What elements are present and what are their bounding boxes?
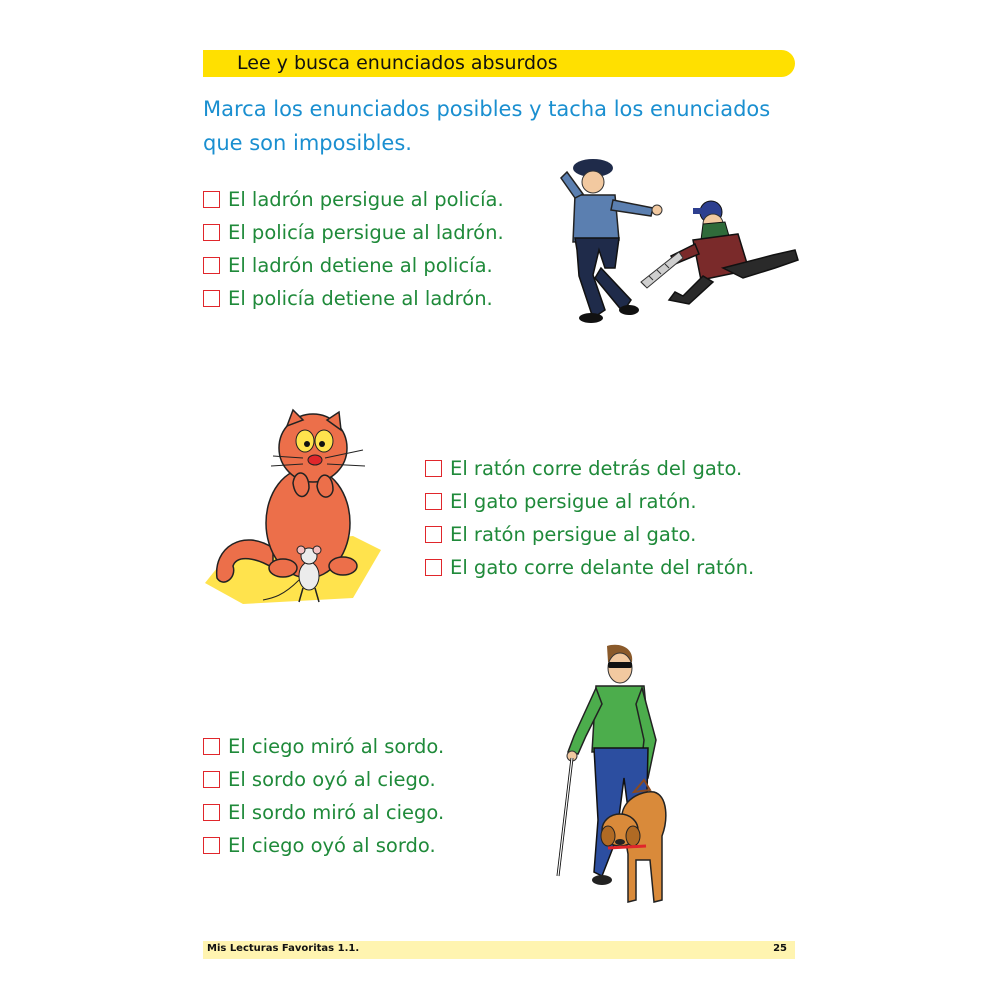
section-header-bar [203, 50, 795, 77]
statement-text: El ratón persigue al gato. [450, 523, 697, 546]
checkbox[interactable] [203, 837, 220, 854]
statement-text: El gato corre delante del ratón. [450, 556, 755, 579]
police-thief-illustration [553, 150, 803, 330]
section-title: Lee y busca enunciados absurdos [237, 52, 558, 74]
checkbox[interactable] [203, 191, 220, 208]
statement-text: El policía detiene al ladrón. [228, 287, 493, 310]
statement-item [425, 518, 754, 551]
statement-item [203, 249, 504, 282]
statement-text: El sordo miró al ciego. [228, 801, 445, 824]
statement-item [203, 730, 444, 763]
statement-item [203, 216, 504, 249]
statement-text: El ladrón detiene al policía. [228, 254, 493, 277]
statement-item [425, 485, 754, 518]
statement-item [425, 551, 754, 584]
statement-list-blind [203, 730, 444, 862]
statement-text: El ciego oyó al sordo. [228, 834, 436, 857]
checkbox[interactable] [425, 559, 442, 576]
checkbox[interactable] [203, 738, 220, 755]
blind-man-dog-illustration [550, 640, 670, 910]
statement-text: El sordo oyó al ciego. [228, 768, 436, 791]
statement-item [203, 183, 504, 216]
footer-bar [203, 941, 795, 959]
checkbox[interactable] [203, 804, 220, 821]
checkbox[interactable] [425, 493, 442, 510]
book-title: Mis Lecturas Favoritas 1.1. [207, 943, 360, 954]
statement-item [203, 282, 504, 315]
statement-item [425, 452, 754, 485]
page-number: 25 [773, 943, 787, 954]
statement-text: El ladrón persigue al policía. [228, 188, 504, 211]
statement-text: El ratón corre detrás del gato. [450, 457, 743, 480]
statement-item [203, 763, 444, 796]
checkbox[interactable] [203, 771, 220, 788]
statement-item [203, 796, 444, 829]
policeman-figure [561, 159, 662, 323]
statement-list-cat [425, 452, 754, 584]
thief-figure [641, 201, 798, 304]
statement-text: El ciego miró al sordo. [228, 735, 445, 758]
statement-text: El policía persigue al ladrón. [228, 221, 504, 244]
checkbox[interactable] [203, 257, 220, 274]
statement-text: El gato persigue al ratón. [450, 490, 697, 513]
checkbox[interactable] [425, 460, 442, 477]
checkbox[interactable] [425, 526, 442, 543]
instruction-text: Marca los enunciados posibles y tacha los enunciados que son imposibles. [203, 97, 771, 155]
checkbox[interactable] [203, 290, 220, 307]
cat-mouse-illustration [203, 408, 383, 608]
statement-item [203, 829, 444, 862]
checkbox[interactable] [203, 224, 220, 241]
statement-list-police [203, 183, 504, 315]
